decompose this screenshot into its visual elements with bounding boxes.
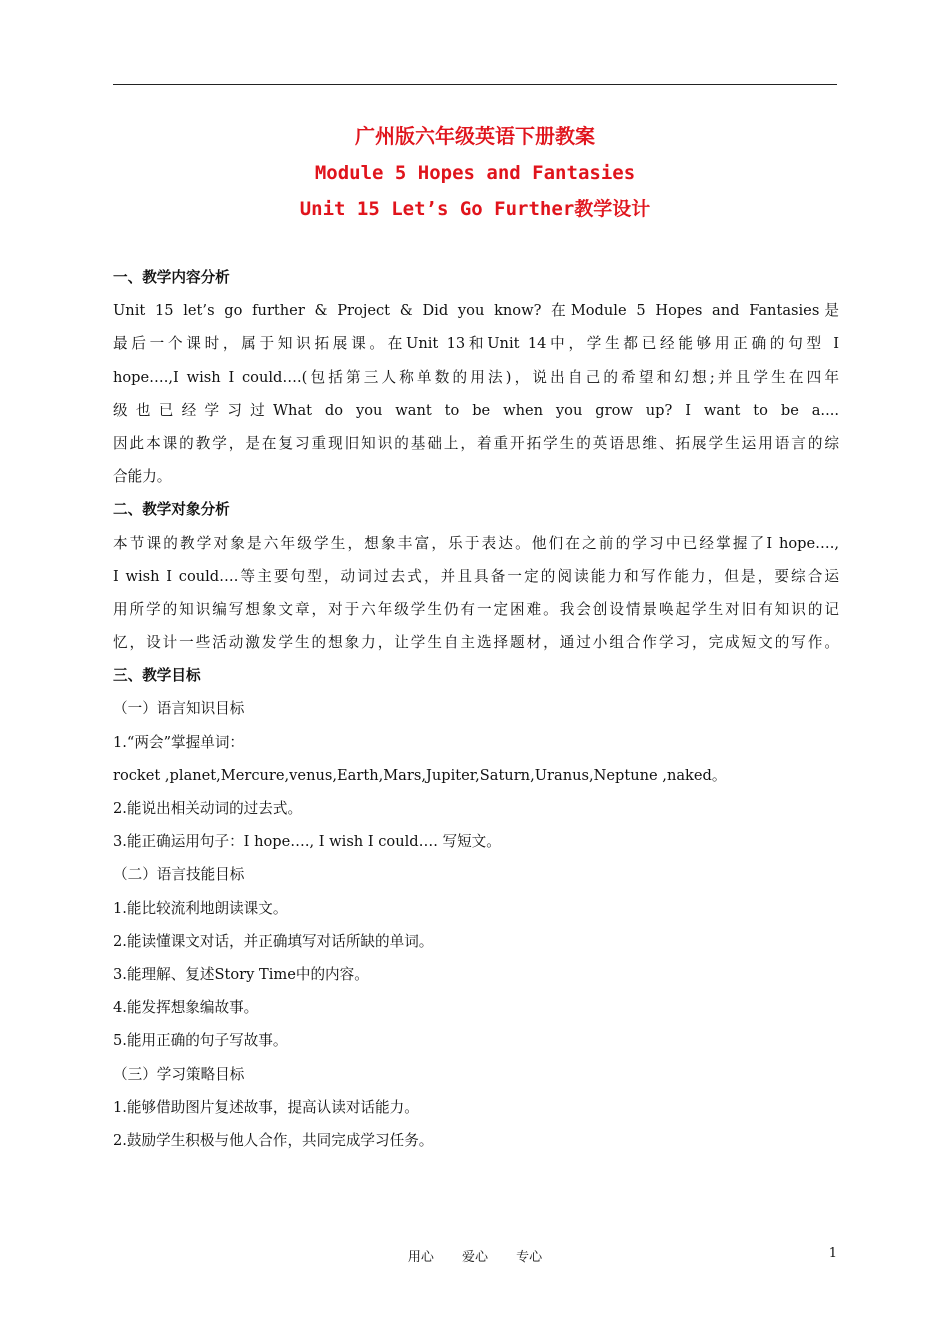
section-heading: 一、教学内容分析 bbox=[113, 269, 230, 286]
text-line: 最后一个课时，属于知识拓展课。在Unit 13和Unit 14中，学生都已经能够用正确的句型 I bbox=[113, 335, 839, 353]
section-heading: 二、教学对象分析 bbox=[113, 501, 230, 519]
text-line: 因此本课的教学，是在复习重现旧知识的基础上，着重开拓学生的英语思维、拓展学生运用语言的综 bbox=[113, 434, 839, 452]
text-line: 用所学的知识编写想象文章，对于六年级学生仍有一定困难。我会创设情景唤起学生对旧有知识的记 bbox=[113, 600, 839, 618]
text-line: 1.能比较流利地朗读课文。 bbox=[113, 899, 288, 917]
text-line: rocket ,planet,Mercure,venus,Earth,Mars,Jupiter,Saturn,Uranus,Neptune ,naked。 bbox=[113, 766, 727, 784]
text-line: hope….,I wish I could….(包括第三人称单数的用法)，说出自己的希望和幻想;并且学生在四年 bbox=[113, 368, 839, 386]
text-line: 级也已经学习过What do you want to be when you grow up? I want to be a.... bbox=[113, 401, 839, 419]
text-line: 2.鼓励学生积极与他人合作，共同完成学习任务。 bbox=[113, 1131, 434, 1149]
text-line: 1.能够借助图片复述故事，提高认读对话能力。 bbox=[113, 1098, 419, 1116]
header-rule bbox=[113, 84, 837, 85]
text-line: 1.“两会”掌握单词： bbox=[113, 733, 245, 751]
text-line: 2.能说出相关动词的过去式。 bbox=[113, 800, 303, 817]
title-line-3: Unit 15 Let’s Go Further教学设计 bbox=[299, 198, 651, 220]
text-line: （二）语言技能目标 bbox=[113, 866, 245, 884]
text-line: 3.能正确运用句子：I hope…., I wish I could…. 写短文。 bbox=[113, 833, 501, 851]
text-line: 2.能读懂课文对话，并正确填写对话所缺的单词。 bbox=[113, 932, 434, 950]
text-line: 忆，设计一些活动激发学生的想象力，让学生自主选择题材，通过小组合作学习，完成短文的写作。 bbox=[113, 634, 839, 652]
text-line: （三）学习策略目标 bbox=[113, 1065, 245, 1083]
page-number: 1 bbox=[828, 1246, 837, 1261]
text-line: Unit 15 let’s go further & Project & Did you know? 在Module 5 Hopes and Fantasies是 bbox=[113, 302, 839, 320]
text-line: 合能力。 bbox=[113, 468, 172, 486]
document-title bbox=[113, 118, 837, 228]
text-line: （一）语言知识目标 bbox=[113, 700, 245, 718]
title-line-2: Module 5 Hopes and Fantasies bbox=[314, 161, 636, 184]
footer-motto: 用心 爱心 专心 bbox=[407, 1250, 543, 1265]
text-line: 4.能发挥想象编故事。 bbox=[113, 999, 259, 1017]
document-body bbox=[113, 261, 839, 1157]
section-heading: 三、教学目标 bbox=[113, 667, 201, 685]
text-line: I wish I could….等主要句型，动词过去式，并且具备一定的阅读能力和写作能力，但是，要综合运 bbox=[113, 567, 839, 585]
text-line: 本节课的教学对象是六年级学生，想象丰富，乐于表达。他们在之前的学习中已经掌握了I hope…., bbox=[113, 534, 839, 552]
text-line: 5.能用正确的句子写故事。 bbox=[113, 1032, 288, 1050]
title-line-1: 广州版六年级英语下册教案 bbox=[355, 124, 595, 148]
text-line: 3.能理解、复述Story Time中的内容。 bbox=[113, 965, 369, 983]
